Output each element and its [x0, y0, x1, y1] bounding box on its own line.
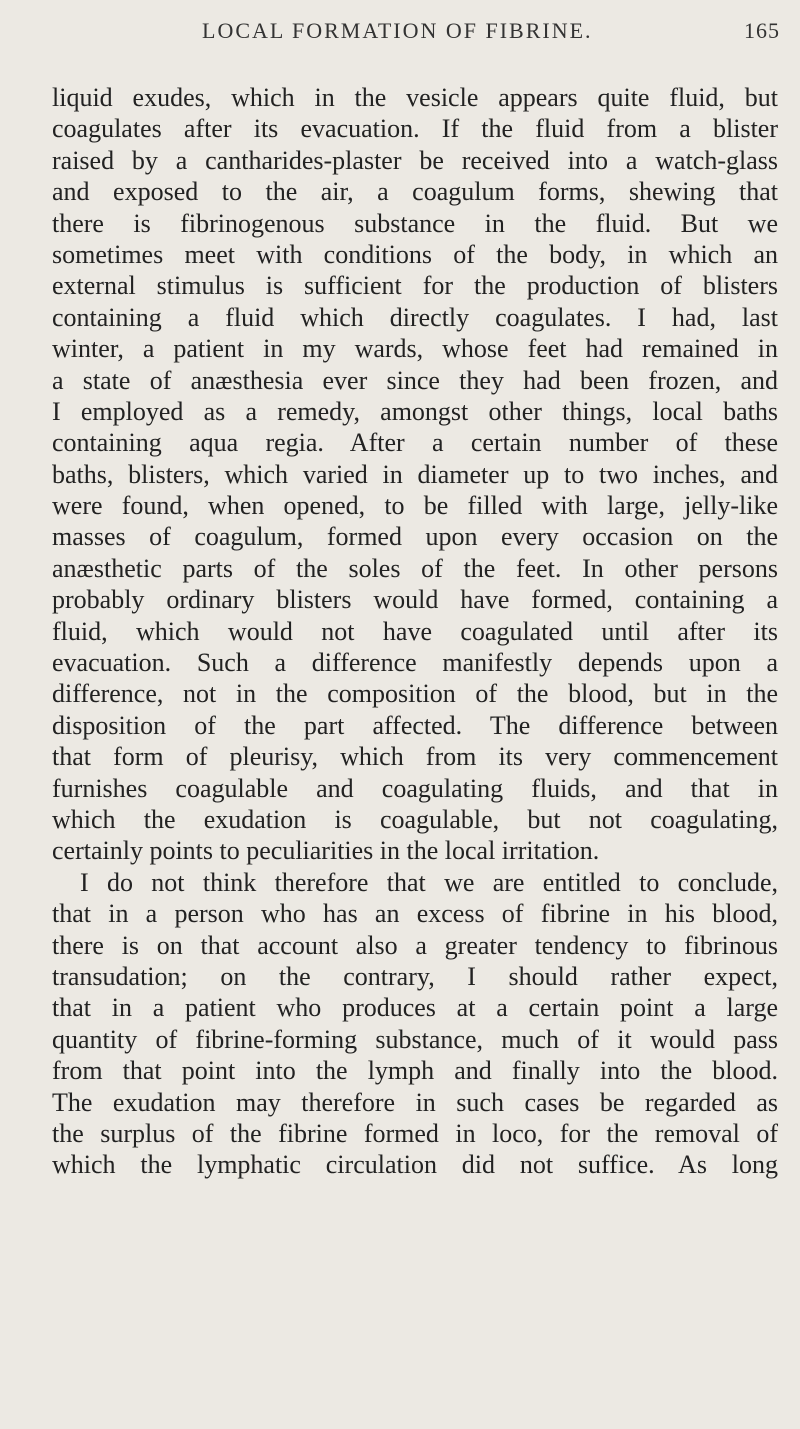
text-line: I employed as a remedy, amongst other things, local baths — [52, 396, 778, 426]
text-line: liquid exudes, which in the vesicle appears quite fluid, but — [52, 83, 778, 112]
running-title: LOCAL FORMATION OF FIBRINE. — [202, 18, 593, 43]
paragraph-1 — [52, 82, 778, 867]
text-line: external stimulus is sufficient for the production of blisters — [52, 271, 778, 301]
text-line: were found, when opened, to be filled with large, jelly-like — [52, 491, 778, 521]
text-line: and exposed to the air, a coagulum forms, shewing that — [52, 177, 778, 207]
text-line: masses of coagulum, formed upon every occasion on the — [52, 522, 778, 552]
text-line: containing a fluid which directly coagulates. I had, last — [52, 302, 778, 332]
text-line: I do not think therefore that we are entitled to conclude, — [80, 867, 778, 897]
text-line: there is on that account also a greater tendency to fibrinous — [52, 930, 778, 960]
text-line: from that point into the lymph and finally into the blood. — [52, 1056, 778, 1086]
paragraph-2 — [52, 867, 778, 1181]
text-line: The exudation may therefore in such cases be regarded as — [52, 1087, 778, 1117]
text-line: which the exudation is coagulable, but not coagulating, — [52, 804, 778, 834]
text-line: transudation; on the contrary, I should rather expect, — [52, 961, 778, 991]
text-line: furnishes coagulable and coagulating fluids, and that in — [52, 773, 778, 803]
text-line: sometimes meet with conditions of the body, in which an — [52, 239, 778, 269]
page-number: 165 — [744, 18, 780, 43]
text-line: disposition of the part affected. The difference between — [52, 710, 778, 740]
text-line: raised by a cantharides-plaster be received into a watch-glass — [52, 145, 778, 175]
text-line: that in a patient who produces at a certain point a large — [52, 993, 778, 1023]
text-line: the surplus of the fibrine formed in loco, for the removal of — [52, 1118, 778, 1148]
running-head — [120, 18, 780, 58]
text-line: a state of anæsthesia ever since they had been frozen, and — [52, 365, 778, 395]
text-line: which the lymphatic circulation did not suffice. As long — [52, 1150, 778, 1180]
text-line: that form of pleurisy, which from its very commencement — [52, 742, 778, 772]
text-line: anæsthetic parts of the soles of the feet. In other persons — [52, 553, 778, 583]
text-line: coagulates after its evacuation. If the fluid from a blister — [52, 114, 778, 144]
text-line: difference, not in the composition of the blood, but in the — [52, 679, 778, 709]
text-line: there is fibrinogenous substance in the fluid. But we — [52, 208, 778, 238]
text-line: containing aqua regia. After a certain number of these — [52, 428, 778, 458]
text-line: quantity of fibrine-forming substance, much of it would pass — [52, 1024, 778, 1054]
text-line: certainly points to peculiarities in the local irritation. — [52, 836, 600, 866]
text-line: fluid, which would not have coagulated until after its — [52, 616, 778, 646]
text-line: winter, a patient in my wards, whose feet had remained in — [52, 334, 778, 364]
text-line: that in a person who has an excess of fibrine in his blood, — [52, 899, 778, 929]
text-line: probably ordinary blisters would have formed, containing a — [52, 585, 778, 615]
text-line: evacuation. Such a difference manifestly depends upon a — [52, 648, 778, 678]
body-text — [52, 82, 778, 1181]
text-line: baths, blisters, which varied in diameter up to two inches, and — [52, 459, 778, 489]
